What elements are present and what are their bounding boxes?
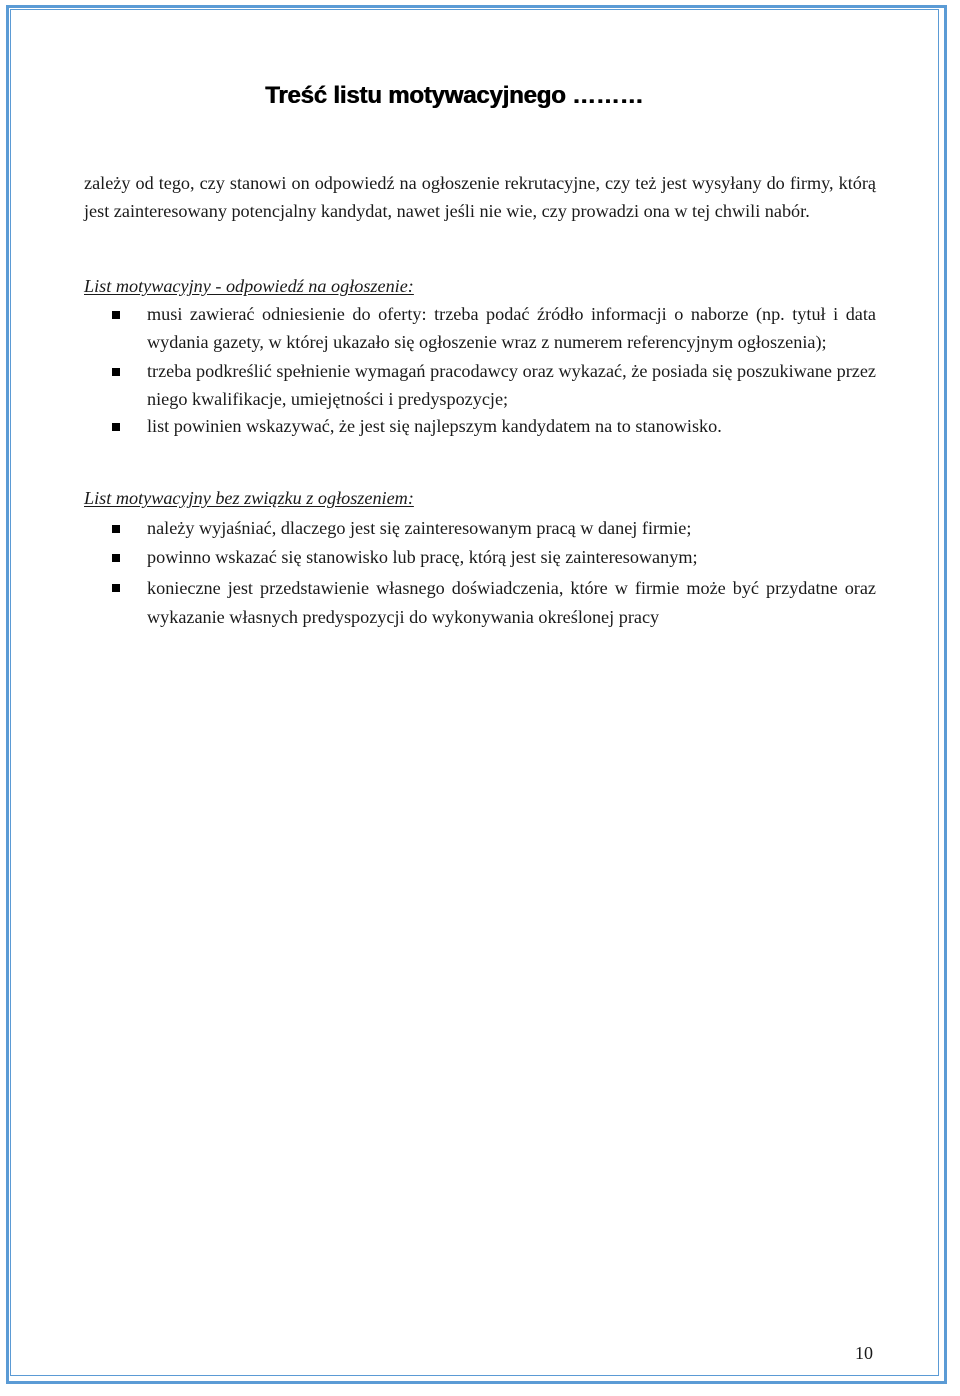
list-item — [84, 574, 876, 632]
page-title: Treść listu motywacyjnego ……… — [265, 82, 644, 109]
intro-paragraph: zależy od tego, czy stanowi on odpowiedź na ogłoszenie rekrutacyjne, czy też jest wysyłany do firmy, którą jest zainteresowany potencjalny kandydat, nawet jeśli nie wie, czy prowadzi ona w tej chwili nabór. — [84, 173, 876, 221]
list-item-text: konieczne jest przedstawienie własnego doświadczenia, które w firmie może być przydatne oraz wykazanie własnych predyspozycji do wykonywania określonej pracy — [147, 578, 876, 627]
list-item-text: trzeba podkreślić spełnienie wymagań pracodawcy oraz wykazać, że posiada się poszukiwane przez niego kwalifikacje, umiejętności i predyspozycje; — [147, 361, 876, 409]
list-item-text: musi zawierać odniesienie do oferty: trzeba podać źródło informacji o naborze (np. tytuł i data wydania gazety, w której ukazało się ogłoszenie wraz z numerem referencyjnym ogłoszenia); — [147, 304, 876, 352]
square-bullet-icon — [112, 554, 120, 562]
list-item-text: list powinien wskazywać, że jest się najlepszym kandydatem na to stanowisko. — [147, 416, 722, 436]
square-bullet-icon — [112, 423, 120, 431]
square-bullet-icon — [112, 525, 120, 533]
list-item — [84, 515, 876, 543]
page-number: 10 — [855, 1343, 873, 1363]
list-item — [84, 544, 876, 572]
bullet-list-with-offer — [84, 301, 876, 441]
section-heading-without-offer: List motywacyjny bez związku z ogłoszeniem: — [84, 488, 414, 508]
section-heading-with-offer: List motywacyjny - odpowiedź na ogłoszenie: — [84, 276, 414, 296]
list-item — [84, 301, 876, 356]
list-item-text: należy wyjaśniać, dlaczego jest się zainteresowanym pracą w danej firmie; — [147, 518, 692, 538]
list-item — [84, 358, 876, 413]
square-bullet-icon — [112, 311, 120, 319]
square-bullet-icon — [112, 368, 120, 376]
list-item — [84, 413, 876, 441]
square-bullet-icon — [112, 584, 120, 592]
list-item-text: powinno wskazać się stanowisko lub pracę, którą jest się zainteresowanym; — [147, 546, 698, 567]
bullet-list-without-offer — [84, 515, 876, 632]
